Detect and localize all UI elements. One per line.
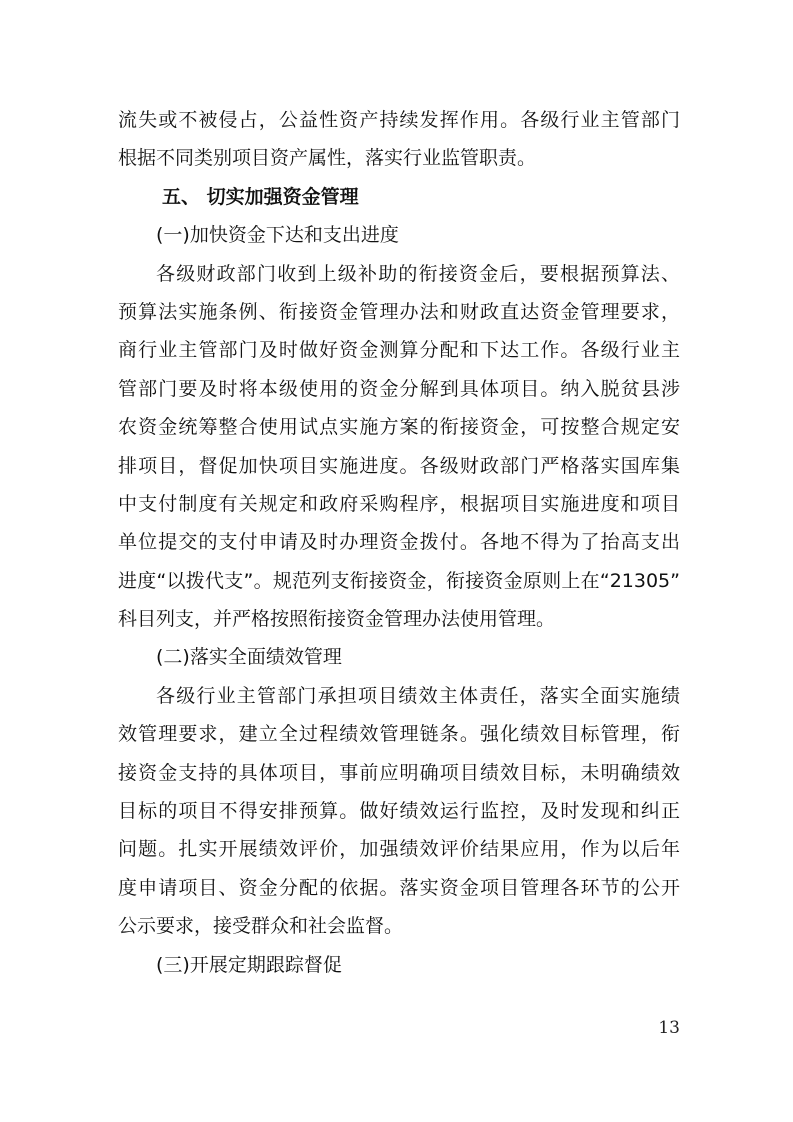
paragraph-line: 预算法实施条例、衔接资金管理办法和财政直达资金管理要求， — [118, 300, 680, 323]
subsection-heading: (三)开展定期跟踪督促 — [156, 953, 342, 976]
paragraph-line: 科目列支，并严格按照衔接资金管理办法使用管理。 — [118, 608, 556, 631]
paragraph-line: 流失或不被侵占，公益性资产持续发挥作用。各级行业主管部门 — [118, 109, 680, 131]
page-number: 13 — [658, 1018, 680, 1038]
paragraph-line: 单位提交的支付申请及时办理资金拨付。各地不得为了抬高支出 — [118, 531, 680, 554]
paragraph-line: 接资金支持的具体项目，事前应明确项目绩效目标，未明确绩效 — [118, 761, 680, 784]
paragraph-line: 公示要求，接受群众和社会监督。 — [118, 915, 404, 938]
subsection-heading: (一)加快资金下达和支出进度 — [156, 224, 399, 247]
subsection-heading: (二)落实全面绩效管理 — [156, 646, 342, 669]
paragraph-line: 目标的项目不得安排预算。做好绩效运行监控，及时发现和纠正 — [118, 800, 680, 823]
section-heading: 五、 切实加强资金管理 — [162, 185, 359, 208]
paragraph-line: 农资金统筹整合使用试点实施方案的衔接资金，可按整合规定安 — [118, 416, 680, 439]
paragraph-line: 管部门要及时将本级使用的资金分解到具体项目。纳入脱贫县涉 — [118, 377, 680, 400]
paragraph-line: 根据不同类别项目资产属性，落实行业监管职责。 — [118, 147, 537, 170]
paragraph-line: 进度“以拨代支”。规范列支衔接资金，衔接资金原则上在“21305” — [118, 569, 680, 592]
paragraph-line: 各级行业主管部门承担项目绩效主体责任，落实全面实施绩 — [156, 684, 680, 707]
body-text — [118, 101, 680, 984]
paragraph-line: 排项目，督促加快项目实施进度。各级财政部门严格落实国库集 — [118, 454, 680, 477]
paragraph-line: 效管理要求，建立全过程绩效管理链条。强化绩效目标管理，衔 — [118, 723, 680, 746]
paragraph-line: 度申请项目、资金分配的依据。落实资金项目管理各环节的公开 — [118, 876, 680, 899]
paragraph-line: 商行业主管部门及时做好资金测算分配和下达工作。各级行业主 — [118, 339, 680, 362]
paragraph-line: 各级财政部门收到上级补助的衔接资金后，要根据预算法、 — [156, 262, 680, 285]
paragraph-line: 问题。扎实开展绩效评价，加强绩效评价结果应用，作为以后年 — [118, 838, 680, 861]
paragraph-line: 中支付制度有关规定和政府采购程序，根据项目实施进度和项目 — [118, 492, 680, 515]
